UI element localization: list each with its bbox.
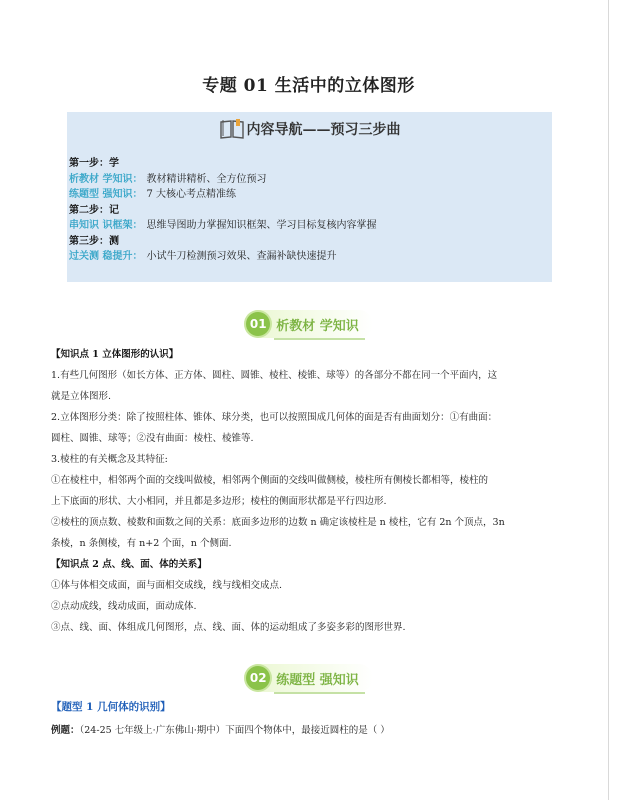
- step-item-label: 析教材 学知识：: [69, 173, 143, 185]
- section-badge-2: [0, 664, 617, 692]
- paragraph: 就是立体图形.: [51, 391, 112, 402]
- step-item: [69, 249, 376, 265]
- paragraph: 1.有些几何图形（如长方体、正方体、圆柱、圆锥、棱柱、棱锥、球等）的各部分不都在同一个平面内，这: [51, 370, 498, 381]
- step-2-head: 第二步：记: [69, 204, 119, 216]
- example-text: （24-25 七年级上·广东佛山·期中）下面四个物体中，最接近圆柱的是（ ）: [79, 725, 390, 736]
- paragraph: 2.立体图形分类：除了按照柱体、锥体、球分类，也可以按照围成几何体的面是否有曲面划分：①有曲面：: [51, 412, 498, 423]
- nav-header: [67, 116, 552, 142]
- step-item-label: 练题型 强知识：: [69, 189, 143, 200]
- badge-underline: [274, 338, 365, 340]
- page-title: 专题 01 生活中的立体图形: [202, 76, 415, 96]
- step-3-head: 第三步：测: [69, 235, 119, 247]
- paragraph: 3.棱柱的有关概念及其特征:: [51, 454, 168, 465]
- section-badge-1: [0, 310, 617, 338]
- example-question: [51, 722, 390, 736]
- steps-list: [69, 156, 376, 265]
- example-label: 例题：: [51, 725, 80, 736]
- knowledge-point-2-title: 【知识点 2 点、线、面、体的关系】: [51, 559, 207, 570]
- step-item-label: 过关测 稳提升：: [69, 251, 143, 262]
- question-type-title: 【题型 1 几何体的识别】: [51, 701, 171, 713]
- step-item: [69, 187, 376, 203]
- step-item-desc: 小试牛刀检测预习效果、查漏补缺快速提升: [146, 251, 337, 262]
- section-heading: 析教材 学知识: [276, 318, 359, 334]
- paragraph: 上下底面的形状、大小相同，并且都是多边形；棱柱的侧面形状都是平行四边形.: [51, 496, 387, 507]
- knowledge-point-1-title: 【知识点 1 立体图形的认识】: [51, 349, 179, 360]
- step-item: [69, 172, 376, 188]
- paragraph: ②点动成线，线动成面，面动成体.: [51, 601, 197, 612]
- section-number: 02: [246, 666, 270, 690]
- content-navigation-box: [67, 112, 552, 282]
- step-item-desc: 7 大核心考点精准练: [146, 189, 237, 200]
- nav-heading: 内容导航——预习三步曲: [246, 122, 401, 138]
- paragraph: ③点、线、面、体组成几何图形，点、线、面、体的运动组成了多姿多彩的图形世界.: [51, 622, 406, 633]
- section-number: 01: [246, 312, 270, 336]
- badge: [244, 664, 373, 692]
- step-item-desc: 思维导图助力掌握知识框架、学习目标复核内容掌握: [146, 220, 377, 231]
- paragraph: ①在棱柱中，相邻两个面的交线叫做棱，相邻两个侧面的交线叫做侧棱，棱柱所有侧棱长都相等，棱柱的: [51, 475, 489, 486]
- paragraph: 条棱，n 条侧棱，有 n+2 个面，n 个侧面.: [51, 538, 232, 549]
- step-item-label: 串知识 识框架：: [69, 220, 143, 231]
- step-item-desc: 教材精讲精析、全方位预习: [146, 173, 267, 185]
- badge: [244, 310, 373, 338]
- paragraph: 圆柱、圆锥、球等；②没有曲面：棱柱、棱锥等.: [51, 433, 254, 444]
- step-item: [69, 218, 376, 234]
- knowledge-points: [51, 344, 571, 638]
- badge-underline: [274, 692, 365, 694]
- book-icon: [219, 118, 245, 140]
- step-1-head: 第一步：学: [69, 158, 119, 169]
- section-heading: 练题型 强知识: [276, 672, 359, 688]
- paragraph: ②棱柱的顶点数、棱数和面数之间的关系：底面多边形的边数 n 确定该棱柱是 n 棱柱，它有 2n 个顶点，3n: [51, 517, 505, 528]
- paragraph: ①体与体相交成面，面与面相交成线，线与线相交成点.: [51, 580, 283, 591]
